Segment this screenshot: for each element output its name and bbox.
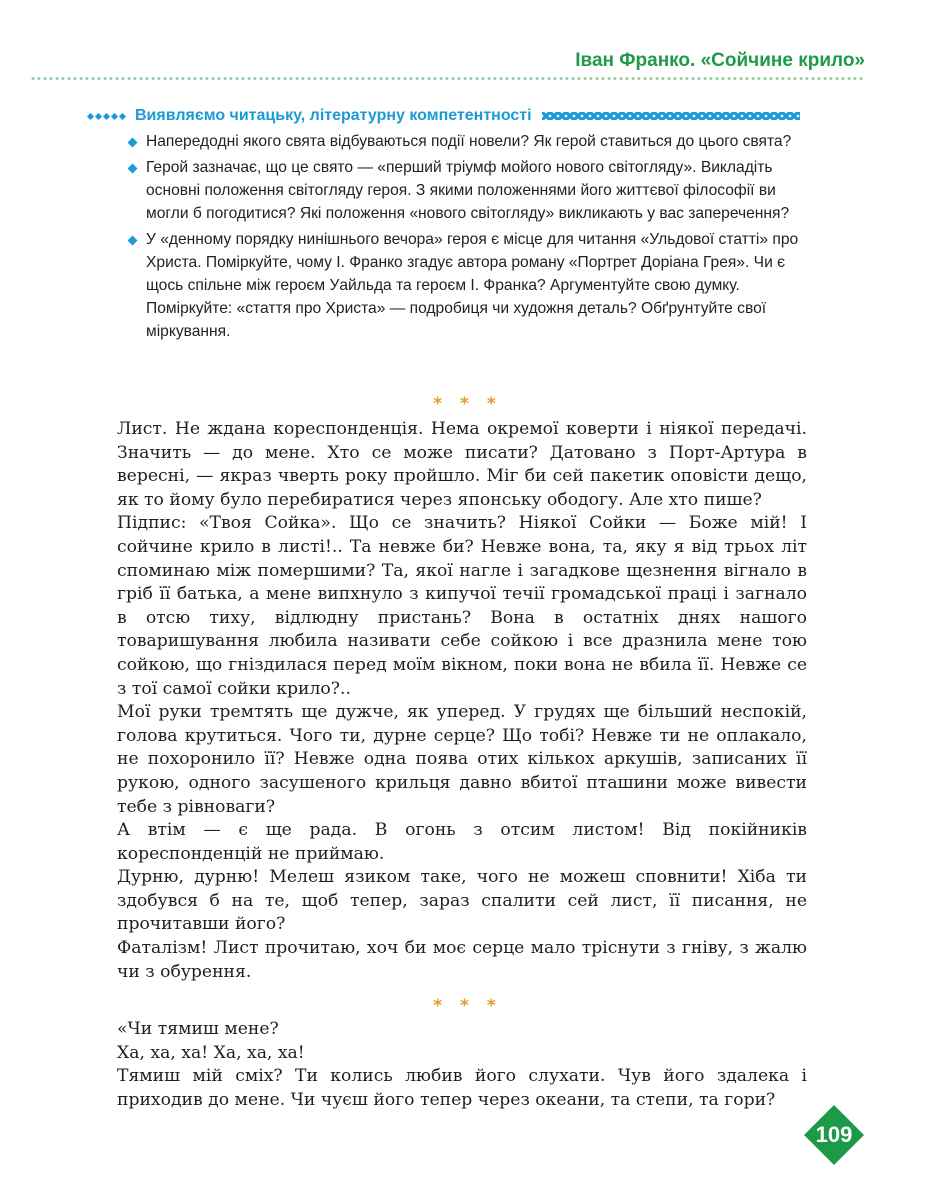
diamond-ornament-right [542,112,800,120]
story-paragraph: «Чи тямиш мене? [117,1019,279,1039]
section-separator: * * * [433,394,502,414]
diamond-bullet-icon [128,138,138,148]
question-item [146,228,806,343]
header-dotted-divider [30,76,865,81]
task-section-title: Виявляємо читацьку, літературну компетентності [135,107,532,124]
page-number: 109 [815,1122,853,1147]
chapter-title: Іван Франко. «Сойчине крило» [575,50,865,71]
story-paragraph: Ха, ха, ха! Ха, ха, ха! [117,1042,305,1063]
story-text-block-2 [117,1018,807,1112]
diamond-ornament-left [88,114,125,119]
diamond-bullet-icon [128,164,138,174]
question-text: У «денному порядку нинішнього вечора» героя є місце для читання «Ульдової статті» про Христа. Поміркуйте, чому І. Франко згадує автора роману «Портрет Доріана Грея». Чи є щось спільне між героєм Уайльда та героєм І. Франка? Аргументуйте свою думку. Поміркуйте: «стаття про Христа» — подробиця чи художня деталь? Обґрунтуйте свої міркування. [146,231,799,340]
question-item [146,130,806,153]
story-paragraph: Дурню, дурню! Мелеш язиком таке, чого не можеш сповнити! Хіба ти здобувся б на те, щоб тепер, зараз спалити сей лист, її писання, не прочитавши його? [117,867,807,935]
diamond-bullet-icon [128,236,138,246]
question-text: Напередодні якого свята відбуваються події новели? Як герой ставиться до цього свята? [146,133,792,150]
story-paragraph: Мої руки тремтять ще дужче, як уперед. У грудях ще більший неспокій, голова крутиться. Чого ти, дурне серце? Що тобі? Невже ти не оплакало, не похоронило її? Невже одна поява отих кількох аркушів, записаних її рукою, одного засушеного крильця давно вбитої пташини може вивести тебе з рівноваги? [117,702,807,817]
question-text: Герой зазначає, що це свято — «перший тріумф мойого нового світогляду». Викладіть основні положення світогляду героя. З якими положеннями його життєвої філософії ви могли б погодитися? Які положення «нового світогляду» викликають у вас заперечення? [146,159,790,222]
question-list [128,130,806,346]
story-paragraph: Лист. Не ждана кореспонденція. Нема окремої коверти і ніякої передачі. Значить — до мене. Хто се може писати? Датовано з Порт-Артура в вересні, — якраз чверть року пройшло. Міг би сей пакетик оповісти дещо, як то йому було перебиратися через японську ободогу. Але хто пише? [117,419,807,510]
story-paragraph: Фаталізм! Лист прочитаю, хоч би моє серце мало тріснути з гніву, з жалю чи з обурення. [117,938,807,982]
story-paragraph: Підпис: «Твоя Сойка». Що се значить? Ніякої Сойки — Боже мій! І сойчине крило в листі!.. Та невже би? Невже вона, та, яку я від трьох літ споминаю між помершими? Та, якої нагле і загадкове щезнення вігнало в гріб її батька, а мене випхнуло з кипучої течії громадської праці і загнало в отсю тиху, відлюдну пристань? Вона в остатніх днях нашого товаришування любила називати себе сойкою і все дразнила мене тою сойкою, що гніздилася перед моїм вікном, поки вона не вбила її. Невже се з тої самої сойки крило?.. [117,513,807,699]
question-item [146,156,806,225]
section-separator: * * * [433,996,502,1016]
story-paragraph: А втім — є ще рада. В огонь з отсим листом! Від покійників кореспонденцій не приймаю. [117,820,807,864]
task-section-header [88,106,800,126]
story-paragraph: Тямиш мій сміх? Ти колись любив його слухати. Чув його здалека і приходив до мене. Чи чуєш його тепер через океани, та степи, та гори? [117,1066,807,1110]
story-text-block-1 [117,418,807,984]
page-number-badge [802,1103,866,1167]
